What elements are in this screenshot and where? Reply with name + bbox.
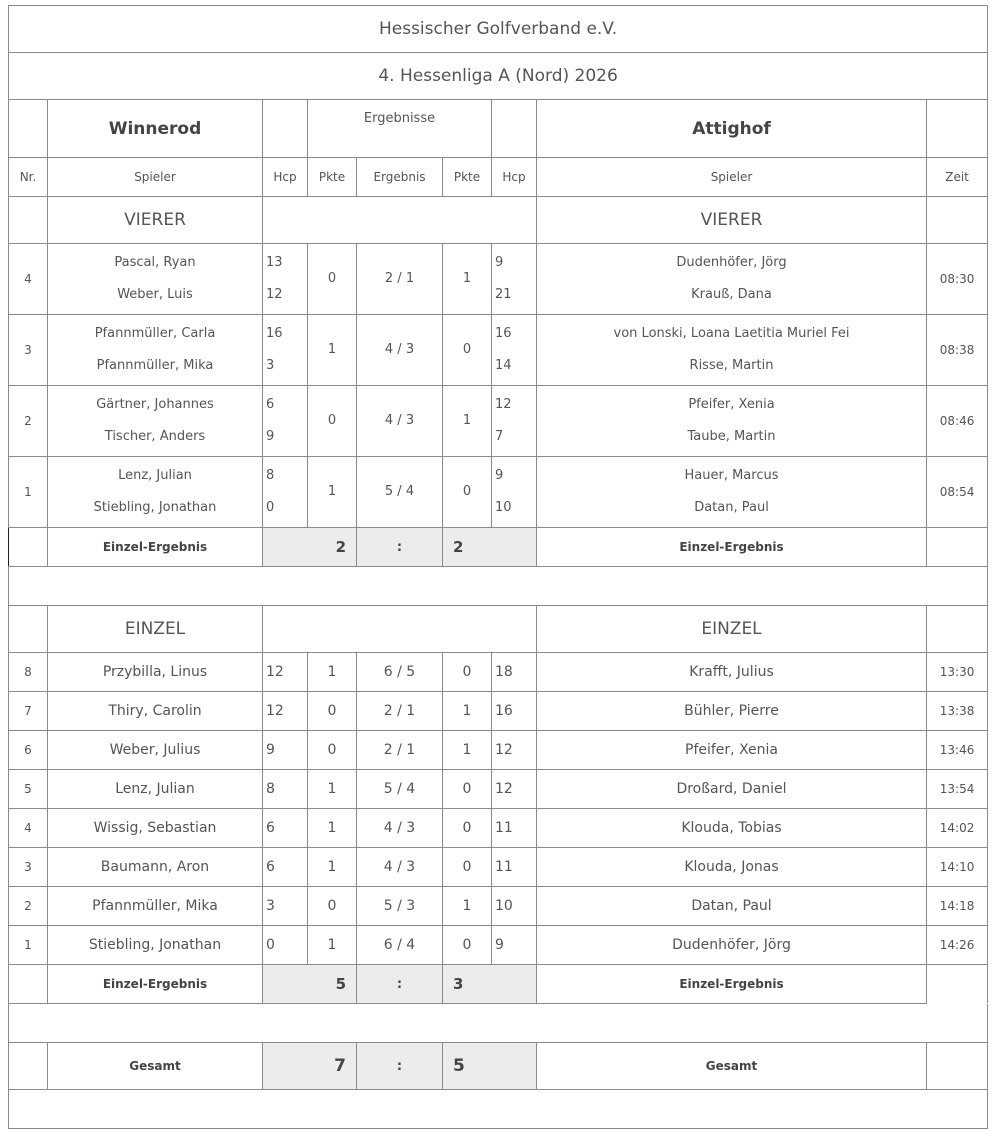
away-player: Klouda, Jonas: [537, 848, 927, 887]
vierer-label-home: VIERER: [48, 197, 263, 244]
home-hcp: [263, 315, 308, 386]
einzel-total-row: [9, 965, 988, 1004]
tee-time: 08:46: [927, 386, 988, 457]
vierer-label-away: VIERER: [537, 197, 927, 244]
match-number: 1: [9, 457, 48, 528]
tee-time: 08:54: [927, 457, 988, 528]
home-points: 1: [308, 770, 357, 809]
blank-cell: [263, 100, 308, 158]
total-label-home: Einzel-Ergebnis: [48, 965, 263, 1004]
home-hcp: 3: [263, 887, 308, 926]
spacer-cell: [9, 1004, 988, 1043]
match-number: 6: [9, 731, 48, 770]
einzel-section-row: [9, 606, 988, 653]
away-hcp-1: 9: [495, 468, 504, 483]
tee-time: 08:38: [927, 315, 988, 386]
blank-cell: [927, 528, 988, 567]
away-hcp: 11: [492, 809, 537, 848]
einzel-match-row: [9, 692, 988, 731]
blank-cell: [927, 1043, 988, 1090]
home-points: 0: [327, 271, 337, 286]
home-hcp: 6: [263, 848, 308, 887]
away-points: 1: [462, 271, 472, 286]
org-title: Hessischer Golfverband e.V.: [9, 6, 988, 53]
home-player: Baumann, Aron: [48, 848, 263, 887]
home-hcp-2: 9: [266, 429, 275, 444]
tee-time: 14:26: [927, 926, 988, 965]
home-points: 0: [308, 731, 357, 770]
match-number: 8: [9, 653, 48, 692]
blank-cell: [9, 197, 48, 244]
einzel-match-row: [9, 653, 988, 692]
einzel-match-row: [9, 731, 988, 770]
home-player: Przybilla, Linus: [48, 653, 263, 692]
home-player-1: Pfannmüller, Carla: [94, 326, 216, 341]
tee-time: 08:30: [927, 244, 988, 315]
home-hcp: [263, 244, 308, 315]
home-points-cell: [308, 244, 357, 315]
match-result: 6 / 4: [357, 926, 443, 965]
home-hcp-1: 8: [266, 468, 275, 483]
away-points: 0: [443, 770, 492, 809]
home-points-cell: [308, 386, 357, 457]
tee-time: 14:18: [927, 887, 988, 926]
total-separator: :: [357, 965, 443, 1004]
result-cell: [357, 315, 443, 386]
home-hcp-1: 6: [266, 397, 275, 412]
einzel-match-row: [9, 848, 988, 887]
col-hcp-away: Hcp: [492, 158, 537, 197]
home-hcp: 8: [263, 770, 308, 809]
home-player: Thiry, Carolin: [48, 692, 263, 731]
away-player: Krafft, Julius: [537, 653, 927, 692]
away-hcp-1: 9: [495, 255, 504, 270]
tee-time: 13:54: [927, 770, 988, 809]
home-hcp-1: 13: [266, 255, 283, 270]
home-players: [48, 315, 263, 386]
away-hcp: [492, 244, 537, 315]
home-player: Wissig, Sebastian: [48, 809, 263, 848]
einzel-match-row: [9, 770, 988, 809]
away-player-1: Hauer, Marcus: [684, 468, 779, 483]
total-score-away: 2: [443, 528, 537, 567]
home-player-1: Pascal, Ryan: [114, 255, 196, 270]
home-players: [48, 457, 263, 528]
blank-cell: [9, 100, 48, 158]
away-points: 0: [443, 653, 492, 692]
home-hcp: 0: [263, 926, 308, 965]
away-player-2: Taube, Martin: [687, 429, 776, 444]
vierer-match-row: [9, 457, 988, 528]
spacer-row: [9, 1004, 988, 1043]
einzel-label-away: EINZEL: [537, 606, 927, 653]
home-hcp: 6: [263, 809, 308, 848]
blank-cell: [263, 606, 537, 653]
match-result: 4 / 3: [384, 413, 415, 428]
tee-time: 14:10: [927, 848, 988, 887]
home-player-1: Gärtner, Johannes: [96, 397, 214, 412]
home-hcp-2: 12: [266, 287, 283, 302]
home-player: Stiebling, Jonathan: [48, 926, 263, 965]
home-points: 1: [308, 653, 357, 692]
col-nr: Nr.: [9, 158, 48, 197]
match-result: 5 / 4: [357, 770, 443, 809]
away-points: 0: [443, 926, 492, 965]
home-player-2: Pfannmüller, Mika: [96, 358, 214, 373]
total-score-away: 3: [443, 965, 537, 1004]
col-zeit: Zeit: [927, 158, 988, 197]
home-hcp-2: 3: [266, 358, 275, 373]
home-hcp-2: 0: [266, 500, 275, 515]
home-players: [48, 386, 263, 457]
away-points: 0: [462, 342, 472, 357]
results-label: Ergebnisse: [308, 100, 492, 158]
home-points-cell: [308, 457, 357, 528]
away-team-name: Attighof: [537, 100, 927, 158]
away-hcp-2: 14: [495, 358, 512, 373]
match-number: 5: [9, 770, 48, 809]
spacer-cell: [9, 1090, 988, 1129]
tee-time: 14:02: [927, 809, 988, 848]
league-results-table: [8, 5, 988, 1129]
match-result: 4 / 3: [357, 809, 443, 848]
away-player-2: Datan, Paul: [694, 500, 769, 515]
spacer-row: [9, 1090, 988, 1129]
away-hcp: 11: [492, 848, 537, 887]
away-player: Pfeifer, Xenia: [537, 731, 927, 770]
home-points: 1: [327, 484, 337, 499]
away-hcp: 18: [492, 653, 537, 692]
home-team-name: Winnerod: [48, 100, 263, 158]
result-cell: [357, 244, 443, 315]
home-hcp-1: 16: [266, 326, 283, 341]
away-hcp: 9: [492, 926, 537, 965]
home-players: [48, 244, 263, 315]
match-result: 4 / 3: [384, 342, 415, 357]
col-pkte-home: Pkte: [308, 158, 357, 197]
away-player-1: von Lonski, Loana Laetitia Muriel Fei: [613, 326, 850, 341]
tee-time: 13:30: [927, 653, 988, 692]
result-cell: [357, 457, 443, 528]
away-hcp: 12: [492, 731, 537, 770]
away-player: Datan, Paul: [537, 887, 927, 926]
home-player-2: Tischer, Anders: [104, 429, 206, 444]
match-result: 2 / 1: [357, 692, 443, 731]
match-result: 4 / 3: [357, 848, 443, 887]
tee-time: 13:38: [927, 692, 988, 731]
blank-cell: [9, 965, 48, 1004]
away-points: 0: [462, 484, 472, 499]
match-result: 2 / 1: [357, 731, 443, 770]
blank-cell: [927, 197, 988, 244]
away-points: 0: [443, 809, 492, 848]
col-pkte-away: Pkte: [443, 158, 492, 197]
col-hcp-home: Hcp: [263, 158, 308, 197]
away-players: [537, 386, 927, 457]
away-points-cell: [443, 386, 492, 457]
vierer-total-row: [9, 528, 988, 567]
away-hcp: [492, 457, 537, 528]
vierer-match-row: [9, 386, 988, 457]
blank-cell: [9, 606, 48, 653]
col-ergebnis: Ergebnis: [357, 158, 443, 197]
away-hcp-1: 12: [495, 397, 512, 412]
total-score-home: 2: [263, 528, 357, 567]
column-header-row: [9, 158, 988, 197]
home-player: Weber, Julius: [48, 731, 263, 770]
home-hcp: 12: [263, 692, 308, 731]
home-hcp: [263, 457, 308, 528]
match-result: 5 / 3: [357, 887, 443, 926]
away-hcp-2: 7: [495, 429, 504, 444]
home-points: 1: [308, 848, 357, 887]
total-label-away: Einzel-Ergebnis: [537, 965, 927, 1004]
match-result: 6 / 5: [357, 653, 443, 692]
match-result: 5 / 4: [384, 484, 415, 499]
away-players: [537, 457, 927, 528]
total-label-home: Gesamt: [48, 1043, 263, 1090]
col-player-away: Spieler: [537, 158, 927, 197]
home-points-cell: [308, 315, 357, 386]
home-points: 0: [327, 413, 337, 428]
spacer-row: [9, 567, 988, 606]
home-points: 1: [308, 926, 357, 965]
away-player-1: Dudenhöfer, Jörg: [676, 255, 787, 270]
result-cell: [357, 386, 443, 457]
home-player-2: Stiebling, Jonathan: [93, 500, 217, 515]
home-hcp: [263, 386, 308, 457]
total-separator: :: [357, 1043, 443, 1090]
total-score-home: 7: [263, 1043, 357, 1090]
away-hcp-1: 16: [495, 326, 512, 341]
vierer-match-row: [9, 244, 988, 315]
home-player: Pfannmüller, Mika: [48, 887, 263, 926]
total-separator: :: [357, 528, 443, 567]
home-points: 1: [308, 809, 357, 848]
match-number: 4: [9, 244, 48, 315]
blank-cell: [927, 965, 988, 1004]
total-label-away: Gesamt: [537, 1043, 927, 1090]
away-players: [537, 315, 927, 386]
match-number: 4: [9, 809, 48, 848]
total-score-away: 5: [443, 1043, 537, 1090]
away-points: 1: [462, 413, 472, 428]
away-player-2: Krauß, Dana: [691, 287, 772, 302]
away-points: 1: [443, 692, 492, 731]
blank-cell: [927, 606, 988, 653]
match-result: 2 / 1: [384, 271, 415, 286]
home-hcp: 9: [263, 731, 308, 770]
einzel-match-row: [9, 887, 988, 926]
away-players: [537, 244, 927, 315]
away-hcp: 12: [492, 770, 537, 809]
away-hcp-2: 21: [495, 287, 512, 302]
vierer-match-row: [9, 315, 988, 386]
blank-cell: [263, 197, 537, 244]
home-player-2: Weber, Luis: [117, 287, 193, 302]
blank-cell: [492, 100, 537, 158]
home-points: 0: [308, 887, 357, 926]
col-player-home: Spieler: [48, 158, 263, 197]
away-hcp: 10: [492, 887, 537, 926]
home-points: 0: [308, 692, 357, 731]
away-hcp: [492, 386, 537, 457]
home-player: Lenz, Julian: [48, 770, 263, 809]
home-player-1: Lenz, Julian: [118, 468, 192, 483]
gesamt-row: [9, 1043, 988, 1090]
home-hcp: 12: [263, 653, 308, 692]
match-number: 7: [9, 692, 48, 731]
spacer-cell: [9, 567, 988, 606]
tee-time: 13:46: [927, 731, 988, 770]
away-player: Bühler, Pierre: [537, 692, 927, 731]
home-points: 1: [327, 342, 337, 357]
away-hcp: [492, 315, 537, 386]
match-number: 2: [9, 386, 48, 457]
away-points-cell: [443, 244, 492, 315]
match-number: 3: [9, 848, 48, 887]
away-hcp-2: 10: [495, 500, 512, 515]
away-player: Dudenhöfer, Jörg: [537, 926, 927, 965]
away-hcp: 16: [492, 692, 537, 731]
away-points: 1: [443, 731, 492, 770]
away-points: 1: [443, 887, 492, 926]
blank-cell: [9, 1043, 48, 1090]
blank-cell: [9, 528, 48, 567]
match-number: 2: [9, 887, 48, 926]
match-number: 1: [9, 926, 48, 965]
total-label-home: Einzel-Ergebnis: [48, 528, 263, 567]
einzel-match-row: [9, 809, 988, 848]
blank-cell: [927, 100, 988, 158]
einzel-label-home: EINZEL: [48, 606, 263, 653]
match-number: 3: [9, 315, 48, 386]
total-label-away: Einzel-Ergebnis: [537, 528, 927, 567]
away-player: Klouda, Tobias: [537, 809, 927, 848]
einzel-match-row: [9, 926, 988, 965]
away-player-2: Risse, Martin: [689, 358, 774, 373]
away-player-1: Pfeifer, Xenia: [688, 397, 775, 412]
away-points-cell: [443, 315, 492, 386]
away-points: 0: [443, 848, 492, 887]
away-player: Droßard, Daniel: [537, 770, 927, 809]
league-title: 4. Hessenliga A (Nord) 2026: [9, 53, 988, 100]
away-points-cell: [443, 457, 492, 528]
total-score-home: 5: [263, 965, 357, 1004]
